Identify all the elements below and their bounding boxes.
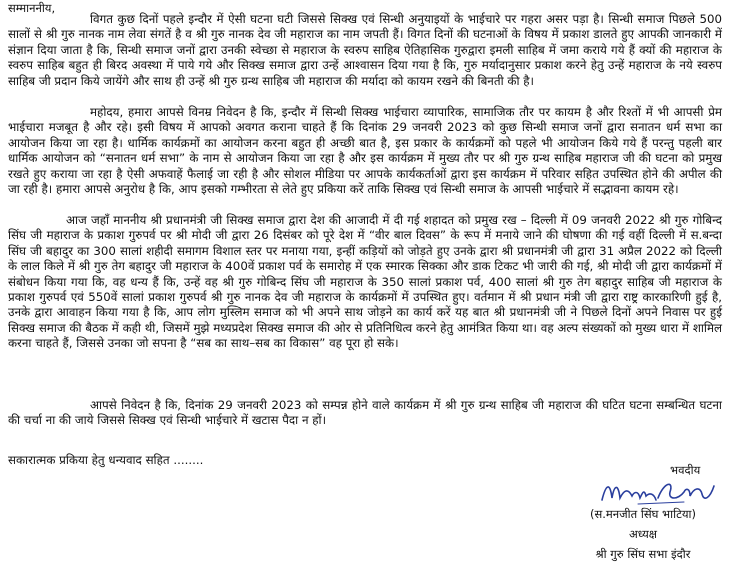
paragraph-1: विगत कुछ दिनों पहले इन्दौर में ऐसी घटना घटी जिससे सिक्ख एवं सिन्धी अनुयाइयों के भाईचारे पर गहरा असर पड़ा है। सिन्धी समाज पिछले 500 सालों से श्री गुरु नानक नाम लेवा संगतें है व श्री गुरु नानक देव जी महाराज का नाम जपती हैं। विगत दिनों की घटनाओं के विषय में प्रकाश डालते हुए आपकी जानकारी में संज्ञान दिया जाता है कि, सिन्धी समाज जनों द्वारा उनकी स्वेच्छा से महाराज के स्वरुप साहिब ऐतिहासिक गुरुद्वारा इमली साहिब में जमा कराये गये हैं क्यों की महाराज के स्वरुप साहिब बहुत ही बिरद अवस्था में पाये गये और सिक्ख समाज द्वारा उन्हें आश्वासन दिया गया है कि, गुरु मर्यादानुसार प्रकाश करने हेतु उन्हें महाराज के नये स्वरुप साहिब जी प्रदान किये जायेंगे और साथ ही उन्हें श्री गुरु ग्रन्थ साहिब जी महाराज की मर्यादा को कायम रखने की बिनती की है। <box>8 12 722 88</box>
organization-name: श्री गुरु सिंघ सभा इंदौर <box>595 547 691 561</box>
paragraph-2: महोदय, हमारा आपसे विनम्र निवेदन है कि, इन्दौर में सिन्धी सिक्ख भाईचारा व्यापारिक, सामाजिक तौर पर कायम है और रिश्तों में भी आपसी प्रेम भाईचारा मजबूत है और रहे। इसी विषय में आपको अवगत कराना चाहते हैं कि दिनांक 29 जनवरी 2023 को कुछ सिन्धी समाज जनों द्वारा सनातन धर्म सभा का आयोजन किया जा रहा है। धार्मिक कार्यक्रमों का आयोजन करना बहुत ही अच्छी बात है, इस प्रकार के कार्यक्रमों को पहले भी आयोजन किये गये हैं परन्तु पहली बार धार्मिक आयोजन को “सनातन धर्म सभा” के नाम से आयोजन किया जा रहा है और इस कार्यक्रम में मुख्य तौर पर श्री गुरु ग्रन्थ साहिब महाराज जी की घटना को प्रमुख रखते हुए कराया जा रहा है ऐसी अफवाहें फैलाई जा रही है और सोशल मीडिया पर आपके कार्यकर्ताओं द्वारा इस कार्यक्रम में परिवार सहित उपस्थित होने की अपील की जा रही है। हमारा आपसे अनुरोध है कि, आप इसको गम्भीरता से लेते हुए प्रकिया करें ताकि सिक्ख एवं सिन्धी समाज के आपसी भाईचारे में सद्भावना कायम रहे। <box>8 105 722 197</box>
sign-off-bhavdiy: भवदीय <box>670 463 701 477</box>
paragraph-3: आज जहाँ माननीय श्री प्रधानमंत्री जी सिक्ख समाज द्वारा देश की आजादी में दी गई शहादत को प्रमुख रख – दिल्ली में 09 जनवरी 2022 श्री गुरु गोबिन्द सिंघ जी महाराज के प्रकाश गुरुपर्व पर श्री मोदी जी द्वारा 26 दिसंबर को पूरे देश में “वीर बाल दिवस” के रूप में मनाये जाने की घोषणा की गई वहीं दिल्ली में स.बन्दा सिंघ जी बहादुर का 300 सालां शहीदी समागम विशाल स्तर पर मनाया गया, इन्हीं कड़ियों को जोड़ते हुए उनके द्वारा श्री प्रधानमंत्री जी द्वारा 31 अप्रैल 2022 को दिल्ली के लाल किले में श्री गुरु तेग बहादुर जी महाराज के 400वें प्रकाश पर्व के समारोह में एक स्मारक सिक्का और डाक टिकट भी जारी की गई, श्री मोदी जी द्वारा कार्यक्रमों में संबोधन किया गया कि, वह धन्य हैं कि, उन्हें वह श्री गुरु गोबिन्द सिंघ जी महाराज के 350 सालां प्रकाश पर्व, 400 सालां श्री गुरु तेग बहादुर साहिब जी महाराज के प्रकाश गुरुपर्व एवं 550वें सालां प्रकाश गुरुपर्व श्री गुरु नानक देव जी महाराज के कार्यक्रमों में उपस्थित हुए। वर्तमान में श्री प्रधान मंत्री जी द्वारा राष्ट्र कारकारिणी हुई है, उनके द्वारा आवाहन किया गया है कि, आप लोग मुस्लिम समाज को भी अपने साथ जोड़ने का कार्य करें यह बात श्री प्रधानमंत्री जी ने पिछले दिनों अपने निवास पर हुई सिक्ख समाज की बैठक में कही थी, जिसमें मुझे मध्यप्रदेश सिक्ख समाज की ओर से प्रतिनिधित्व करने हेतु आमंत्रित किया था। वह अल्प संख्यकों को मुख्य धारा में शामिल करना चाहते हैं, जिससे उनका जो सपना है “सब का साथ–सब का विकास” वह पूरा हो सके। <box>8 213 722 351</box>
signatory-name: (स.मनजीत सिंघ भाटिया) <box>589 507 697 521</box>
signatory-role: अध्यक्ष <box>628 527 658 541</box>
handwritten-signature <box>598 474 718 510</box>
salutation: सम्माननीय, <box>8 1 56 15</box>
paragraph-4: आपसे निवेदन है कि, दिनांक 29 जनवरी 2023 को सम्पन्न होने वाले कार्यक्रम में श्री गुरु ग्रन्थ साहिब जी महाराज की घटित घटना सम्बन्धित घटना की चर्चा ना की जाये जिससे सिक्ख एवं सिन्धी भाईचारे में खटास पैदा न हों। <box>8 398 722 428</box>
closing-line: सकारात्मक प्रकिया हेतु धन्यवाद सहित ........ <box>8 453 204 467</box>
